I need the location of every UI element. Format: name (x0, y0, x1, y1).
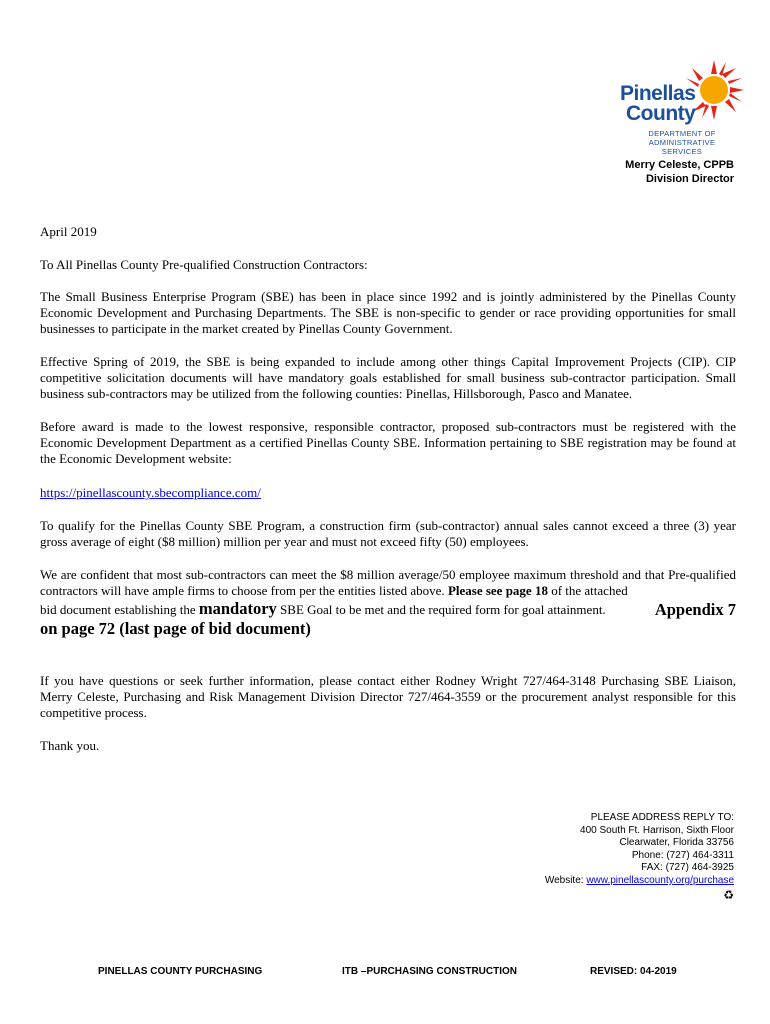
logo-department-line3: SERVICES (661, 147, 703, 156)
reply-street: 400 South Ft. Harrison, Sixth Floor (580, 824, 734, 836)
paragraph-cip-expansion: Effective Spring of 2019, the SBE is being expanded to include among other things Capital Improvement Projects (CIP). CIP competitive solicitation documents will have mandatory goals established for small business sub-contractor participation. Small business sub-contractors may be utilized from the following counties: Pinellas, Hillsborough, Pasco and Manatee. (40, 354, 736, 401)
mandatory-emphasis: mandatory (198, 599, 277, 618)
signer-title: Division Director (645, 173, 734, 185)
paragraph-threshold (40, 567, 736, 599)
footer-left: PINELLAS COUNTY PURCHASING (98, 966, 263, 977)
letter-closing: Thank you. (40, 738, 100, 753)
logo-word-pinellas: Pinellas (620, 82, 696, 105)
signer-name: Merry Celeste, CPPB (625, 159, 734, 171)
website-link[interactable]: www.pinellascounty.org/purchase (586, 874, 734, 886)
letter-salutation: To All Pinellas County Pre-qualified Construction Contractors: (40, 257, 368, 272)
letter-date: April 2019 (40, 224, 97, 239)
logo-department-line2: ADMINISTRATIVE (648, 138, 716, 147)
appendix-reference: Appendix 7 (654, 600, 736, 619)
reply-heading: PLEASE ADDRESS REPLY TO: (590, 812, 734, 823)
page-reference: Please see page 18 (447, 583, 548, 598)
pinellas-county-logo (612, 58, 742, 160)
reply-website-line (545, 875, 734, 888)
reply-phone: Phone: (727) 464-3311 (631, 849, 734, 861)
sbe-compliance-link[interactable]: https://pinellascounty.sbecompliance.com/ (40, 485, 261, 500)
bid-document-text: bid document establishing the (40, 602, 196, 617)
threshold-text: We are confident that most sub-contractors can meet the $8 million average/50 employee maximum threshold and that Pre-qualified contractors will have ample firms to choose from per the entities listed above. (40, 567, 736, 598)
threshold-text-continued: of the attached (551, 583, 628, 598)
paragraph-threshold-line3 (40, 601, 736, 618)
website-label: Website: (544, 874, 584, 886)
goal-text: SBE Goal to be met and the required form for goal attainment. (280, 602, 606, 617)
appendix-page-reference: on page 72 (last page of bid document) (40, 619, 311, 638)
logo-department-line1: DEPARTMENT OF (648, 129, 716, 138)
reply-fax: FAX: (727) 464-3925 (641, 862, 734, 874)
recycle-icon: ♻ (723, 887, 734, 902)
reply-address-block (545, 812, 734, 901)
footer-center: ITB –PURCHASING CONSTRUCTION (342, 966, 518, 977)
paragraph-qualification: To qualify for the Pinellas County SBE Program, a construction firm (sub-contractor) annual sales cannot exceed a three (3) year gross average of eight ($8 million) million per year and must not exceed fifty (50) employees. (40, 518, 736, 549)
reply-city: Clearwater, Florida 33756 (619, 837, 734, 849)
footer-right: REVISED: 04-2019 (590, 966, 677, 977)
paragraph-contacts: If you have questions or seek further information, please contact either Rodney Wright 727/464-3148 Purchasing SBE Liaison, Merry Celeste, Purchasing and Risk Management Division Director 727/464-3559 or the procurement analyst responsible for this competitive process. (40, 673, 736, 720)
paragraph-program-overview: The Small Business Enterprise Program (SBE) has been in place since 1992 and is jointly administered by the Pinellas County Economic Development and Purchasing Departments. The SBE is non-specific to gender or race providing opportunities for small businesses to participate in the market created by Pinellas County Government. (40, 289, 736, 336)
logo-word-county: County (626, 102, 696, 125)
paragraph-registration: Before award is made to the lowest responsive, responsible contractor, proposed sub-contractors must be registered with the Economic Development Department as a certified Pinellas County SBE. Information pertaining to SBE registration may be found at the Economic Development website: (40, 419, 736, 466)
